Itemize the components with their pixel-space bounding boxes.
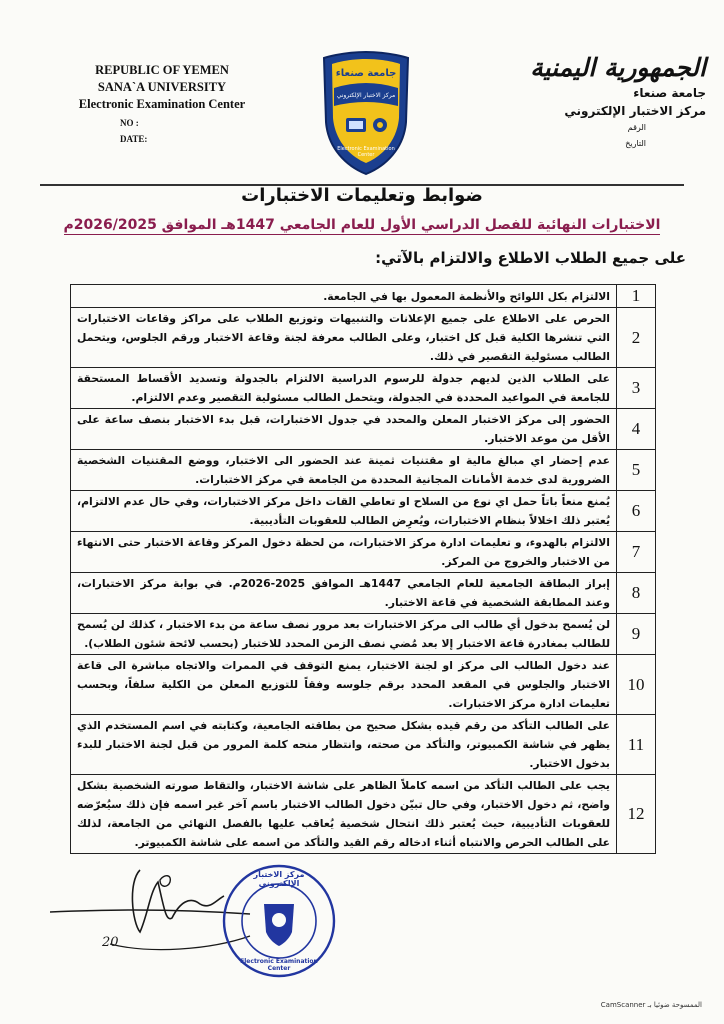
university-en: SANA`A UNIVERSITY <box>97 80 227 94</box>
rule-row <box>71 450 656 491</box>
rule-number: 6 <box>617 491 656 532</box>
rule-text: على الطالب التأكد من رقم قيده بشكل صحيح من بطاقته الجامعية، وكتابته في اسم المستخدم الذي يظهر في شاشة الكمبيوتر، والتأكد من صحته، وانتظار منحه كلمة المرور من قبل لجنة الاختبار للبدء بدخول الاختبار. <box>71 715 617 775</box>
signature-note: 20 <box>102 935 119 950</box>
number-label-en: NO : <box>120 118 139 128</box>
rule-number: 3 <box>617 368 656 409</box>
rule-text: الحرص على الاطلاع على جميع الإعلانات والتنبيهات وتوزيع الطلاب على مراكز وقاعات الاختبارات التي تنشرها الكلية قبل كل اختبار، وعلى الطالب معرفة لجنة وقاعة الاختبار ورقم الجلوس، ويتحمل الطالب مسئولية التقصير في ذلك. <box>71 308 617 368</box>
document-title: ضوابط وتعليمات الاختبارات <box>241 185 483 206</box>
university-logo <box>320 48 412 180</box>
rule-row <box>71 368 656 409</box>
rule-row <box>71 573 656 614</box>
rule-row <box>71 715 656 775</box>
header-arabic <box>486 52 706 152</box>
rule-text: الالتزام بالهدوء، و تعليمات ادارة مركز الاختبارات، من لحظة دخول المركز وقاعة الاختبار حتى الانتهاء من الاختبار والخروج من المركز. <box>71 532 617 573</box>
university-ar: جامعة صنعاء <box>633 86 706 100</box>
scanner-app: CamScanner <box>600 1001 646 1009</box>
intro-text: على جميع الطلاب الاطلاع والالتزام بالآتي: <box>375 249 686 267</box>
rule-row <box>71 409 656 450</box>
rule-text: يُمنع منعاً باتاً حمل اي نوع من السلاح او تعاطي القات داخل مركز الاختبارات، وفي حال عدم الالتزام، يُعتبر ذلك اخلالاً بنظام الاختبارات، ويُعرِض الطالب للعقوبات التأديبية. <box>71 491 617 532</box>
rule-number: 12 <box>617 775 656 854</box>
header-english <box>62 62 262 149</box>
rule-number: 4 <box>617 409 656 450</box>
rule-row <box>71 655 656 715</box>
rule-number: 1 <box>617 285 656 308</box>
rules-table <box>70 284 656 854</box>
subtitle-text: الاختبارات النهائية للفصل الدراسي الأول للعام الجامعي 1447هـ الموافق 2026/2025م <box>63 217 661 233</box>
rule-text: يجب على الطالب التأكد من اسمه كاملاً الظاهر على شاشة الاختبار، والتقاط صورته الشخصية بشكل واضح، ثم دخول الاختبار، وفي حال تبيّن دخول الطالب الاختبار باسم آخر غير اسمه فإن ذلك سيُعرّضه للعقوبات التأديبية، حيث يُعتبر ذلك انتحال شخصية يُعاقب عليها بالفصل النهائي من الجامعة، لذلك على الطالب الحرص والانتباه أثناء ادخاله رقم القيد والتأكد من اسمه على شاشة الكمبيوتر. <box>71 775 617 854</box>
republic-ar: الجمهورية اليمنية <box>530 53 706 82</box>
rule-row <box>71 491 656 532</box>
logo-text-middle: مركز الاختبار الإلكتروني <box>336 92 396 99</box>
rule-row <box>71 532 656 573</box>
document-subtitle <box>0 217 724 233</box>
stamp-text-en: Electronic Examination Center <box>240 958 318 972</box>
rule-text: الحضور إلى مركز الاختبار المعلن والمحدد في جدول الاختبارات، قبل بدء الاختبار بنصف ساعة على الأقل من موعد الاختبار. <box>71 409 617 450</box>
rule-number: 8 <box>617 573 656 614</box>
center-ar: مركز الاختبار الإلكتروني <box>564 104 706 118</box>
date-label-en: DATE: <box>120 134 148 144</box>
scanner-arabic: الممسوحة ضوئيا بـ <box>647 1001 702 1009</box>
rule-row <box>71 614 656 655</box>
rule-text: الالتزام بكل اللوائح والأنظمة المعمول بها في الجامعة. <box>71 285 617 308</box>
rule-text: عند دخول الطالب الى مركز او لجنة الاختبار، يمنع التوقف في الممرات والاتجاه مباشرة الى قاعة الاختبار والجلوس في المقعد المحدد برقم جلوسه وفقاً للتوزيع المعلن من الكلية سلفاً، وبحسب تعليمات ادارة مركز الاختبارات. <box>71 655 617 715</box>
scanner-watermark <box>601 1001 702 1009</box>
rule-row <box>71 308 656 368</box>
rule-text: لن يُسمح بدخول أي طالب الى مركز الاختبارات بعد مرور نصف ساعة من بدء الاختبار ، كذلك لن يُسمح للطالب بمغادرة قاعة الاختبار إلا بعد مُضي نصف الزمن المحدد للاختبار (بحسب لائحة شئون الطلاب). <box>71 614 617 655</box>
number-label-ar: الرقم <box>627 123 646 132</box>
rule-text: على الطلاب الذين لديهم جدولة للرسوم الدراسية الالتزام بالجدولة وتسديد الأقساط المستحقة للجامعة في المواعيد المحددة في الجدولة، ويتحمل الطالب مسئولية التقصير وعدم الالتزام. <box>71 368 617 409</box>
rule-number: 5 <box>617 450 656 491</box>
rule-number: 7 <box>617 532 656 573</box>
logo-text-bottom: Electronic Examination Center <box>337 146 395 158</box>
rule-number: 11 <box>617 715 656 775</box>
official-stamp <box>220 862 338 984</box>
center-en: Electronic Examination Center <box>78 97 246 111</box>
stamp-text-ar: مركز الاختبار الإلكتروني <box>253 870 305 888</box>
rule-text: عدم إحضار اي مبالغ مالية او مقتنيات ثمينة عند الحضور الى الاختبار، ووضع المقتنيات الشخصية الضرورية لدى خدمة الأمانات المجانية المحددة من الجامعة في مركز الاختبارات. <box>71 450 617 491</box>
rule-row <box>71 775 656 854</box>
rule-number: 10 <box>617 655 656 715</box>
date-label-ar: التاريخ <box>625 139 646 148</box>
logo-text-top: جامعة صنعاء <box>335 68 397 79</box>
rule-number: 2 <box>617 308 656 368</box>
rule-text: إبراز البطاقة الجامعية للعام الجامعي 1447هـ الموافق 2025-2026م. في بوابة مركز الاختبارات، وعند المطابقة الشخصية في قاعة الاختبار. <box>71 573 617 614</box>
rule-number: 9 <box>617 614 656 655</box>
rule-row <box>71 285 656 308</box>
republic-en: REPUBLIC OF YEMEN <box>95 63 229 77</box>
